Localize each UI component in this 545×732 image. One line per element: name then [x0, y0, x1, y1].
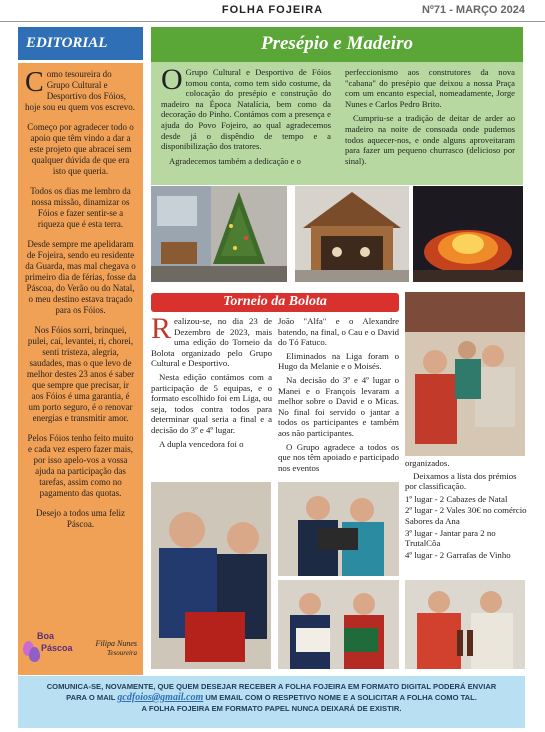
photo-nativity-scene: [295, 186, 409, 282]
torneio-paragraph: Na decisão do 3º e 4º lugar o Manei e o François levaram a melhor sobre o David e o Micas. No final foi servido o jantar a todos os participantes e também aos não participantes.: [278, 374, 399, 438]
bonfire-illustration: [413, 186, 523, 282]
group-photo-illustration: [405, 292, 525, 456]
notice-text: PARA O MAIL: [66, 693, 116, 702]
photo-second-place: [278, 482, 399, 576]
presepio-column-2: [345, 67, 515, 170]
photo-fourth-place: [405, 580, 525, 669]
presepio-text: Grupo Cultural e Desportivo de Fóios tomou conta, como tem sido costume, da colocação do presépio e construção do madeiro na Época Natalícia, bem como da decoração do Pinho. Contámos com a presença e ajuda do Povo Fojeiro, ao qual agradecemos desde já o dispêndio de tempo e a disponibilização dos tratores.: [161, 67, 331, 152]
editorial-text: omo tesoureira do Grupo Cultural e Desportivo dos Fóios, hoje sou eu quem vos escrevo.: [25, 69, 135, 112]
prize-item: 3º lugar - Jantar para 2 no TrutalCôa: [405, 527, 496, 549]
winners-illustration: [151, 482, 271, 669]
editorial-paragraph: Começo por agradecer todo o apoio que têm vindo a dar a este projeto que abracei sem qualquer dúvida de que era isto que queria.: [27, 122, 134, 176]
issue-number: Nº71 - MARÇO 2024: [421, 4, 525, 16]
torneio-text: ealizou-se, no dia 23 de Dezembro de 2023, mais uma edição do Torneio da Bolota organizado pelo Grupo Cultural e Desportivo.: [151, 316, 272, 369]
editorial-paragraph: Todos os dias me lembro da nossa missão, dinamizar os Fóios e fazer sentir-se a riqueza que é esta terra.: [30, 186, 131, 229]
prize-item: 2º lugar - 2 Vales 30€ no comércio Sabores da Ana: [405, 505, 527, 526]
presepio-heading-bar: [151, 27, 523, 62]
torneio-paragraph: [151, 312, 272, 369]
torneio-paragraph: Deixamos a lista dos prémios por classificação.: [405, 470, 517, 492]
presepio-paragraph: Agradecemos também a dedicação e o: [169, 155, 301, 166]
egg-icon: [29, 647, 40, 662]
second-place-illustration: [278, 482, 399, 576]
presepio-column-1: [161, 63, 331, 170]
email-link[interactable]: gcdfoios@gmail.com: [117, 692, 204, 703]
nativity-illustration: [295, 186, 409, 282]
presepio-paragraph: [161, 63, 331, 152]
photo-bonfire: [413, 186, 523, 282]
masthead: [0, 0, 545, 22]
editorial-paragraph: Desde sempre me apelidaram de Fojeira, sendo eu residente da Guarda, mas mal chegava o primeiro dia de férias, fosse da Páscoa, do Verão ou do Natal, o meu destino estava traçado para os Fóios.: [25, 239, 136, 315]
torneio-paragraph: organizados.: [405, 458, 450, 468]
torneio-column-2: [278, 316, 399, 476]
torneio-paragraph: Eliminados na Liga foram o Hugo da Melanie e o Moisés.: [278, 350, 399, 372]
notice-line: [26, 692, 517, 703]
torneio-column-1: [151, 312, 272, 452]
easter-logo-text: Boa: [37, 631, 55, 641]
torneio-paragraph: A dupla vencedora foi o: [159, 438, 244, 449]
prize-item: 1º lugar - 2 Cabazes de Natal: [405, 493, 508, 504]
notice-text: UM EMAIL COM O RESPETIVO NOME E A SOLICITAR A FOLHA COMO TAL.: [205, 693, 477, 702]
torneio-paragraph: Nesta edição contámos com a participação de 5 equipas, e o formato escolhido foi em Liga, ou seja, todos contra todos para determinar qual seria a final e a decisão do 3º e 4º lugar.: [151, 371, 272, 435]
third-place-illustration: [278, 580, 399, 669]
torneio-paragraph: João "Alfa" e o Alexandre batendo, na final, o Cau e o David do Tó Fatuco.: [278, 316, 399, 348]
prize-column: [405, 458, 527, 561]
presepio-dropcap: O: [161, 63, 183, 96]
presepio-article: [151, 62, 523, 185]
prize-item: 4º lugar - 2 Garrafas de Vinho: [405, 549, 511, 560]
subscription-notice: [18, 676, 525, 728]
prize-list: [405, 494, 527, 561]
notice-line: COMUNICA-SE, NOVAMENTE, QUE QUEM DESEJAR RECEBER A FOLHA FOJEIRA EM FORMATO DIGITAL PODERÁ ENVIAR: [46, 682, 497, 691]
notice-line: A FOLHA FOJEIRA EM FORMATO PAPEL NUNCA DEIXARÁ DE EXISTIR.: [141, 704, 402, 713]
photo-winners: [151, 482, 271, 669]
torneio-paragraph: O Grupo agradece a todos os que nos têm apoiado e participado nos eventos: [278, 441, 399, 473]
photo-tournament-group: [405, 292, 525, 456]
easter-logo: [23, 627, 83, 663]
editorial-heading: EDITORIAL: [26, 35, 108, 51]
presepio-heading: Presépio e Madeiro: [261, 33, 413, 54]
torneio-heading-bar: [151, 293, 399, 312]
torneio-dropcap: R: [151, 312, 172, 345]
presepio-paragraph: Cumpriu-se a tradição de deitar de arder ao madeiro na noite de consoada onde pudemos todos aquecer-nos, e onde alguns aproveitaram para fazer um pequeno churrasco (delicioso por sinal).: [345, 113, 515, 166]
newsletter-title: FOLHA FOJEIRA: [221, 4, 324, 16]
photo-third-place: [278, 580, 399, 669]
editorial-paragraph: Desejo a todos uma feliz Páscoa.: [36, 508, 125, 529]
easter-logo-text: Páscoa: [41, 643, 73, 653]
editorial-paragraph: [25, 69, 136, 113]
editorial-dropcap: C: [25, 67, 44, 98]
christmas-tree-illustration: [151, 186, 287, 282]
editorial-paragraph: Pelos Fóios tenho feito muito e cada vez espero fazer mais, por isso apelo-vos a vossa ajuda na participação das tarefas, assim como no pagamento das quotas.: [27, 433, 134, 498]
torneio-heading: Torneio da Bolota: [223, 294, 327, 309]
signature-role: Tesoureira: [107, 649, 137, 657]
fourth-place-illustration: [405, 580, 525, 669]
photo-christmas-tree: [151, 186, 287, 282]
editorial-column: [18, 63, 143, 675]
signature-name: Filipa Nunes: [95, 639, 137, 648]
presepio-paragraph: perfeccionismo aos construtores da nova "cabana" do presépio que deixou a nossa Praça com um encanto especial, nomeadamente, Jorge Nunes e Carlos Pedro Brito.: [345, 67, 515, 109]
editorial-heading-bar: [18, 27, 143, 60]
editorial-paragraph: Nos Fóios sorri, brinquei, pulei, caí, levantei, ri, chorei, senti tristeza, alegria, saudades, mas o que levo de melhor destes 23 anos é saber que sempre que precisar, ir aos Fóios é uma garantia, é um porto seguro, é o renovar energias e transmitir amor.: [26, 325, 135, 423]
